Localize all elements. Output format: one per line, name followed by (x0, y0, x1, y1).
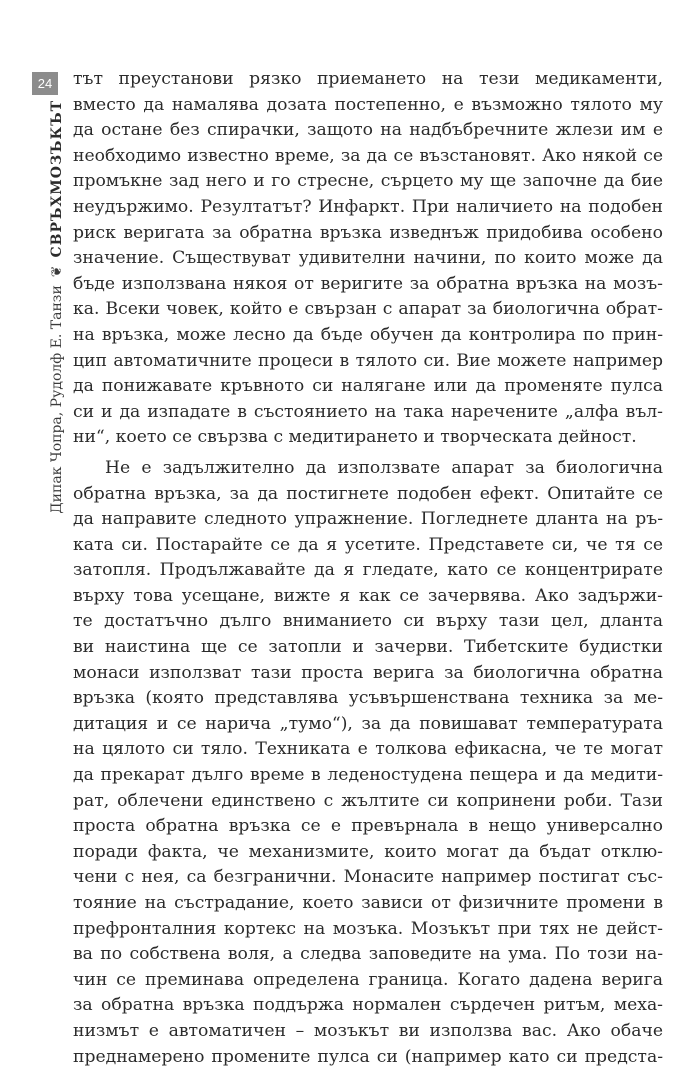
text-line: да понижавате кръвното си налягане или да променяте пулса (73, 376, 663, 397)
text-line: вместо да намалява дозата постепенно, е възможно тялото му (73, 94, 663, 115)
text-line: тът преустанови рязко приемането на тези медикаменти, (73, 69, 663, 89)
text-line: дитация и се нарича „тумо“), за да повишават температурата (73, 713, 663, 734)
text-line: връзка (която представлява усъвършенствана техника за ме- (73, 688, 663, 709)
text-line: върху това усещане, вижте я как се зачервява. Ако задържи- (73, 585, 663, 606)
fleuron-icon: ❦ (49, 265, 65, 278)
text-line: цип автоматичните процеси в тялото си. Вие можете например (73, 350, 663, 371)
text-line: рат, облечени единствено с жълтите си копринени роби. Тази (73, 790, 663, 811)
text-line: на цялото си тяло. Техниката е толкова ефикасна, че те могат (73, 739, 663, 760)
text-line: монаси използват тази проста верига за биологична обратна (73, 662, 663, 683)
text-line: да остане без спирачки, защото на надбъбречните жлези им е (73, 120, 663, 141)
text-line: на връзка, може лесно да бъде обучен да контролира по прин- (73, 324, 663, 345)
text-line: да направите следното упражнение. Погледнете дланта на ръ- (73, 509, 663, 530)
text-line: низмът е автоматичен – мозъкът ви използва вас. Ако обаче (73, 1020, 663, 1041)
text-line: проста обратна връзка се е превърнала в нещо универсално (73, 816, 663, 837)
text-line: обратна връзка, за да постигнете подобен ефект. Опитайте се (73, 483, 663, 504)
text-line: ни“, което се свързва с медитирането и творческата дейност. (73, 427, 637, 448)
text-line: Не е задължително да използвате апарат за биологична (105, 457, 663, 478)
text-line: чени с нея, са безгранични. Монасите например постигат със- (73, 867, 663, 888)
paragraph (73, 456, 663, 1070)
text-line: за обратна връзка поддържа нормален сърдечен ритъм, меха- (73, 995, 663, 1016)
text-line: ва по собствена воля, а следва заповедите на ума. По този на- (73, 944, 663, 965)
text-line: ка. Всеки човек, който е свързан с апарат за биологична обрат- (73, 299, 663, 320)
text-line: чин се преминава определена граница. Когато дадена верига (73, 969, 663, 990)
text-line: неудържимо. Резултатът? Инфаркт. При наличието на подобен (73, 196, 663, 217)
text-line: необходимо известно време, за да се възстановят. Ако някой се (73, 145, 663, 166)
paragraph (73, 67, 663, 451)
running-head-book-title: СВРЪХМОЗЪКЪТ (49, 100, 65, 258)
text-line: промъкне зад него и го стресне, сърцето му ще започне да бие (73, 171, 663, 192)
body-text (73, 67, 663, 1070)
text-line: затопля. Продължавайте да я гледате, като се концентрирате (73, 560, 663, 581)
text-line: ката си. Постарайте се да я усетите. Представете си, че тя се (73, 534, 663, 555)
text-line: си и да изпадате в състоянието на така наречените „алфа въл- (73, 401, 663, 422)
text-line: бъде използвана някоя от веригите за обратна връзка на мозъ- (73, 273, 663, 294)
running-head-author: Дипак Чопра, Рудолф Е. Танзи (49, 285, 65, 514)
text-line: значение. Съществуват удивителни начини, по които може да (73, 248, 663, 269)
text-line: преднамерено промените пулса си (например като си предста- (73, 1046, 663, 1067)
page-number: 24 (32, 72, 58, 95)
text-line: поради факта, че механизмите, които могат да бъдат отклю- (73, 841, 663, 862)
text-line: те достатъчно дълго вниманието си върху тази цел, дланта (73, 611, 663, 632)
text-line: тояние на състрадание, което зависи от физичните промени в (73, 893, 663, 913)
text-line: да прекарат дълго време в леденостудена пещера и да медити- (73, 765, 663, 786)
text-line: префронталния кортекс на мозъка. Мозъкът при тях не дейст- (73, 918, 663, 939)
text-line: риск веригата за обратна връзка изведнъж придобива особено (73, 222, 663, 243)
text-line: ви наистина ще се затопли и зачерви. Тибетските будистки (73, 637, 663, 658)
